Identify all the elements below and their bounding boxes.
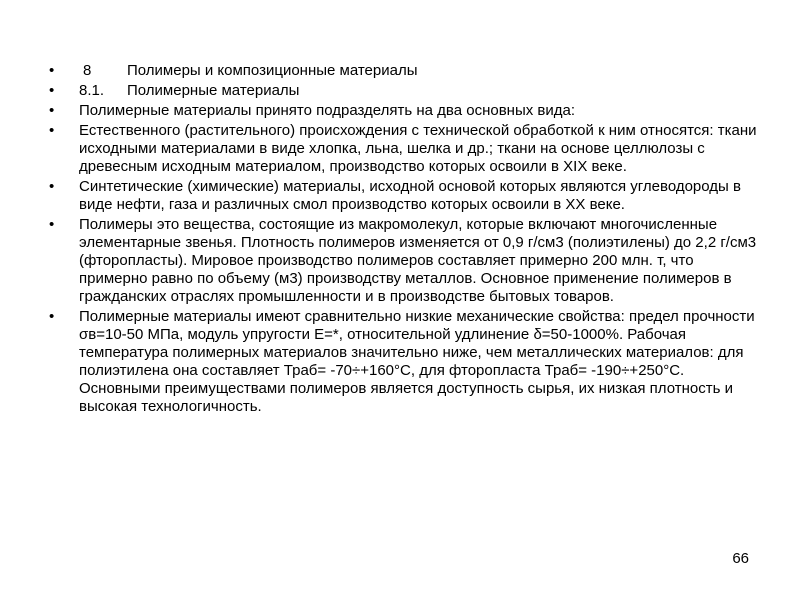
item-text: Полимеры это вещества, состоящие из макромолекул, которые включают многочисленные элементарные звенья. Плотность полимеров изменяется от 0,9 г/см3 (полиэтилены) до 2,2 г/см3 (фторопласты). Мировое производство полимеров составляет примерно 200 млн. т, что примерно равно по объему (м3) производству металлов. Основное применение полимеров в гражданских отраслях промышленности и в производстве бытовых товаров. bbox=[79, 216, 757, 305]
item-number: 8 bbox=[83, 62, 92, 79]
bullet-dot: • bbox=[49, 82, 55, 99]
list-item-heading-8-1 bbox=[49, 82, 761, 100]
item-text: Синтетические (химические) материалы, исходной основой которых являются углеводороды в виде нефти, газа и различных смол производство которых освоили в XX веке. bbox=[79, 178, 741, 213]
item-text: Полимерные материалы принято подразделять на два основных вида: bbox=[79, 102, 576, 119]
list-item-heading-8 bbox=[49, 62, 761, 80]
bullet-list bbox=[49, 62, 761, 418]
item-text: Полимерные материалы имеют сравнительно низкие механические свойства: предел прочности σв=10-50 МПа, модуль упругости Е=*, относительной удлинение δ=50-1000%. Рабочая температура полимерных материалов значительно ниже, чем металлических материалов: для полиэтилена она составляет Траб= -70÷+160°С, для фторопласта Траб= -190÷+250°С. Основными преимуществами полимеров является доступность сырья, их низкая плотность и высокая технологичность. bbox=[79, 308, 755, 415]
bullet-dot: • bbox=[49, 308, 55, 325]
bullet-dot: • bbox=[49, 62, 55, 79]
item-number: 8.1. bbox=[79, 82, 105, 99]
bullet-dot: • bbox=[49, 178, 55, 195]
item-text: Полимерные материалы bbox=[127, 82, 300, 99]
list-item bbox=[49, 102, 761, 120]
bullet-dot: • bbox=[49, 216, 55, 233]
bullet-dot: • bbox=[49, 122, 55, 139]
list-item bbox=[49, 308, 761, 416]
item-text: Полимеры и композиционные материалы bbox=[127, 62, 418, 79]
bullet-dot: • bbox=[49, 102, 55, 119]
list-item bbox=[49, 216, 761, 306]
page-number: 66 bbox=[732, 550, 749, 567]
list-item bbox=[49, 122, 761, 176]
list-item bbox=[49, 178, 761, 214]
item-text: Естественного (растительного) происхождения с технической обработкой к ним относятся: ткани исходными материалами в виде хлопка, льна, шелка и др.; ткани на основе целлюлозы с древесным исходным материалом, производство которых освоили в XIX веке. bbox=[79, 122, 757, 175]
